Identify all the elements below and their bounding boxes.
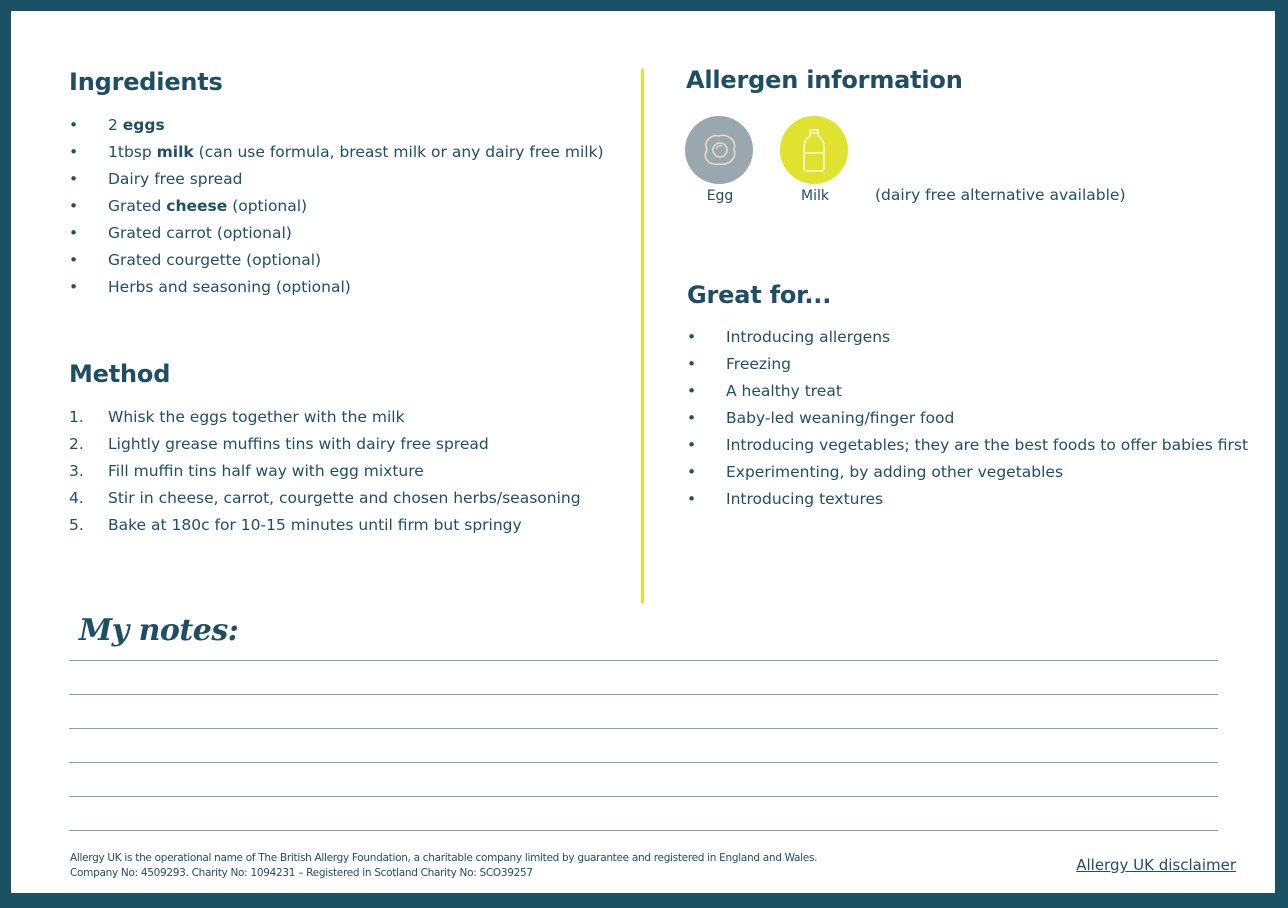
egg-icon <box>685 116 753 184</box>
dairy-free-note: (dairy free alternative available) <box>875 186 1126 204</box>
note-line[interactable] <box>69 728 1218 729</box>
footer-line-2: Company No: 4509293. Charity No: 1094231 – Registered in Scotland Charity No: SCO39257 <box>70 867 533 879</box>
method-heading: Method <box>69 360 171 388</box>
allergen-egg <box>685 116 755 204</box>
method-step: 5. Bake at 180c for 10-15 minutes until firm but springy <box>69 516 522 534</box>
note-line[interactable] <box>69 660 1218 661</box>
milk-label: Milk <box>801 188 829 204</box>
method-step: 1. Whisk the eggs together with the milk <box>69 408 405 426</box>
ingredient-item: • Dairy free spread <box>69 170 243 188</box>
allergen-heading: Allergen information <box>686 66 963 94</box>
great-for-heading: Great for... <box>687 281 832 309</box>
footer-legal <box>70 851 817 881</box>
column-divider <box>641 69 644 603</box>
method-steps <box>69 404 609 539</box>
note-line[interactable] <box>69 830 1218 831</box>
egg-label: Egg <box>706 188 734 204</box>
ingredient-item: • Grated carrot (optional) <box>69 224 292 242</box>
ingredients-list <box>69 112 609 301</box>
ingredient-item: • 1tbsp milk (can use formula, breast milk or any dairy free milk) <box>69 143 604 161</box>
note-line[interactable] <box>69 694 1218 695</box>
ingredient-item: • Grated courgette (optional) <box>69 251 322 269</box>
great-for-item: • Baby-led weaning/finger food <box>687 409 955 427</box>
allergen-milk <box>780 116 850 204</box>
disclaimer-link[interactable]: Allergy UK disclaimer <box>1076 856 1236 874</box>
method-step: 4. Stir in cheese, carrot, courgette and chosen herbs/seasoning <box>69 489 581 507</box>
great-for-item: • A healthy treat <box>687 382 842 400</box>
footer-line-1: Allergy UK is the operational name of The British Allergy Foundation, a charitable company limited by guarantee and registered in England and Wales. <box>70 852 818 864</box>
great-for-item: • Introducing vegetables; they are the best foods to offer babies first <box>687 436 1249 454</box>
note-line[interactable] <box>69 796 1218 797</box>
notes-heading: My notes: <box>79 613 239 648</box>
note-line[interactable] <box>69 762 1218 763</box>
method-step: 3. Fill muffin tins half way with egg mixture <box>69 462 424 480</box>
ingredient-item: • Grated cheese (optional) <box>69 197 308 215</box>
great-for-item: • Introducing allergens <box>687 328 891 346</box>
ingredient-item: • Herbs and seasoning (optional) <box>69 278 351 296</box>
ingredients-heading: Ingredients <box>69 68 223 96</box>
ingredient-item: • 2 eggs <box>69 116 165 134</box>
method-step: 2. Lightly grease muffins tins with dairy free spread <box>69 435 489 453</box>
recipe-card <box>11 11 1275 893</box>
great-for-list <box>687 324 1247 513</box>
great-for-item: • Freezing <box>687 355 791 373</box>
milk-bottle-icon <box>780 116 848 184</box>
great-for-item: • Experimenting, by adding other vegetables <box>687 463 1064 481</box>
great-for-item: • Introducing textures <box>687 490 884 508</box>
